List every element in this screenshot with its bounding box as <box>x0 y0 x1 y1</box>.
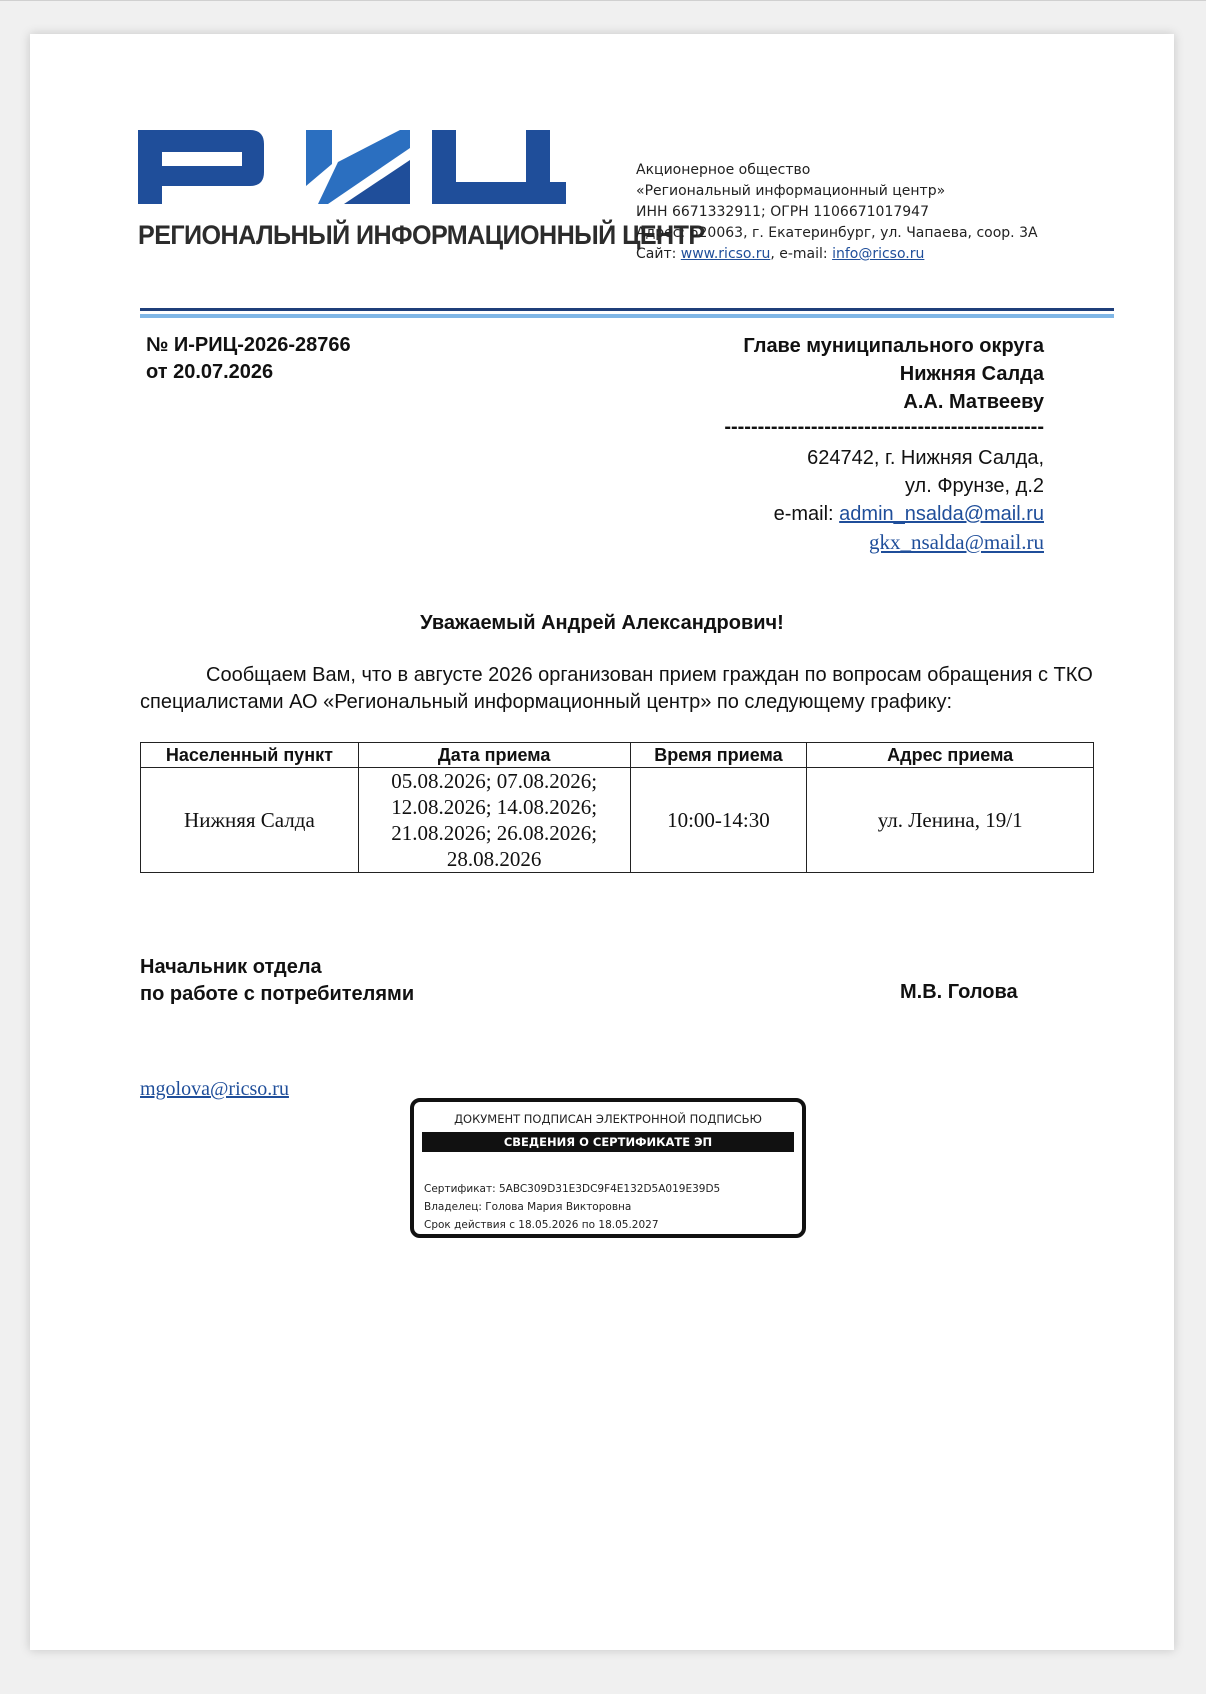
top-border <box>0 0 1206 1</box>
address-email-label: e-mail: <box>773 503 840 525</box>
stamp-heading: ДОКУМЕНТ ПОДПИСАН ЭЛЕКТРОННОЙ ПОДПИСЬЮ <box>454 1112 762 1126</box>
company-type: Акционерное общество <box>636 162 811 178</box>
address-line2: ул. Фрунзе, д.2 <box>904 475 1044 497</box>
body-text: Сообщаем Вам, что в августе 2026 организован прием граждан по вопросам обращения с ТКО специалистами АО «Региональный информационный центр» по следующему графику: <box>140 664 1093 713</box>
company-address: Адрес: 620063, г. Екатеринбург, ул. Чапаева, соор. 3А <box>636 225 1038 241</box>
stamp-owner: Владелец: Голова Мария Викторовна <box>424 1201 632 1213</box>
date-line: 12.08.2026; 14.08.2026; <box>391 795 598 819</box>
table-header-row <box>141 743 1094 768</box>
header-rule-light <box>140 314 1114 318</box>
logo-letter-ts <box>432 130 566 204</box>
address-email-row <box>774 500 1044 528</box>
stamp-certificate: Сертификат: 5ABC309D31E3DC9F4E132D5A019E39D5 <box>424 1183 721 1195</box>
company-registration: ИНН 6671332911; ОГРН 1106671017947 <box>636 204 929 220</box>
document-number: № И-РИЦ-2026-28766 <box>146 334 351 356</box>
signer-name: М.В. Голова <box>900 981 1018 1003</box>
logo-letter-i-left <box>306 130 332 186</box>
email-label: , e-mail: <box>770 246 833 262</box>
signer-email-link[interactable]: mgolova@ricso.ru <box>140 1078 289 1100</box>
addressee-address <box>774 444 1044 557</box>
company-info <box>636 160 1038 265</box>
stamp-validity: Срок действия с 18.05.2026 по 18.05.2027 <box>424 1219 659 1231</box>
addressee-email-2[interactable]: gkx_nsalda@mail.ru <box>868 530 1044 554</box>
logo-letter-r <box>138 130 264 204</box>
schedule-table <box>140 742 1094 873</box>
company-contacts <box>636 244 1038 265</box>
addressee-municipality: Нижняя Салда <box>899 363 1044 385</box>
cell-address: ул. Ленина, 19/1 <box>807 768 1094 873</box>
date-line: 05.08.2026; 07.08.2026; <box>391 769 598 793</box>
addressee-position: Главе муниципального округа <box>743 335 1044 357</box>
addressee-email-1[interactable]: admin_nsalda@mail.ru <box>839 503 1044 525</box>
ric-logo-graphic <box>138 128 608 218</box>
header-address: Адрес приема <box>807 743 1094 768</box>
table-row <box>141 768 1094 873</box>
signer-position-line1: Начальник отдела <box>140 956 322 978</box>
stamp-bar: СВЕДЕНИЯ О СЕРТИФИКАТЕ ЭП <box>422 1132 794 1152</box>
cell-dates <box>358 768 630 873</box>
e-signature-stamp <box>410 1098 806 1238</box>
company-name: «Региональный информационный центр» <box>636 183 946 199</box>
addressee-separator: ------------------------------------------------ <box>724 416 1044 438</box>
site-link[interactable]: www.ricso.ru <box>680 246 771 262</box>
signer-position-line2: по работе с потребителями <box>140 983 415 1005</box>
header-locality: Населенный пункт <box>141 743 359 768</box>
header-rule-dark <box>140 308 1114 311</box>
body-paragraph <box>140 662 1100 716</box>
addressee <box>743 332 1044 416</box>
addressee-name: А.А. Матвееву <box>903 391 1044 413</box>
cell-locality: Нижняя Салда <box>141 768 359 873</box>
stamp-details <box>424 1180 720 1234</box>
date-line: 28.08.2026 <box>446 847 542 871</box>
address-email-row-2 <box>774 528 1044 557</box>
site-label: Сайт: <box>636 246 681 262</box>
salutation: Уважаемый Андрей Александрович! <box>420 612 784 634</box>
document-page <box>30 34 1174 1650</box>
address-line1: 624742, г. Нижняя Салда, <box>807 447 1044 469</box>
company-email-link[interactable]: info@ricso.ru <box>832 246 925 262</box>
date-line: 21.08.2026; 26.08.2026; <box>391 821 598 845</box>
cell-time: 10:00-14:30 <box>630 768 807 873</box>
header-time: Время приема <box>630 743 807 768</box>
header-date: Дата приема <box>358 743 630 768</box>
document-date: от 20.07.2026 <box>146 361 274 383</box>
logo-caption: РЕГИОНАЛЬНЫЙ ИНФОРМАЦИОННЫЙ ЦЕНТР <box>138 220 705 250</box>
document-reference <box>146 332 351 386</box>
signer-position <box>140 954 414 1008</box>
